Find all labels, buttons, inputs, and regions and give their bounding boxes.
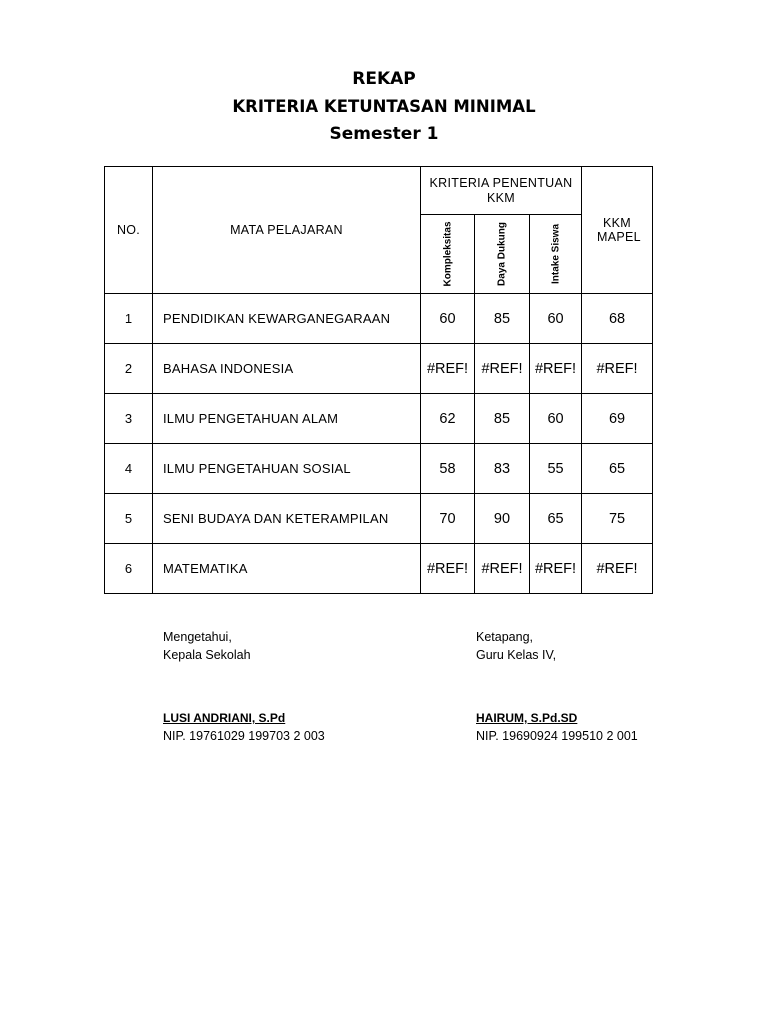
header-kkm-text: KKM MAPEL	[597, 216, 641, 244]
row-subject: MATEMATIKA	[153, 544, 421, 594]
row-number: 2	[105, 344, 153, 394]
row-number: 3	[105, 394, 153, 444]
table-row	[105, 294, 653, 344]
row-kompleksitas: 70	[421, 494, 475, 544]
row-daya-dukung: 85	[475, 394, 530, 444]
header-daya-dukung	[475, 215, 530, 294]
table-row	[105, 544, 653, 594]
table-row	[105, 344, 653, 394]
row-subject: PENDIDIKAN KEWARGANEGARAAN	[153, 294, 421, 344]
document-title: REKAP	[352, 69, 416, 89]
teacher-title: Guru Kelas IV,	[476, 648, 557, 662]
row-subject: SENI BUDAYA DAN KETERAMPILAN	[153, 494, 421, 544]
signature-name-right	[476, 709, 638, 745]
signature-name-left	[163, 709, 325, 745]
row-intake: 60	[530, 294, 582, 344]
row-kkm: #REF!	[582, 344, 653, 394]
row-intake: #REF!	[530, 544, 582, 594]
row-daya-dukung: #REF!	[475, 544, 530, 594]
header-daya-dukung-label: Daya Dukung	[496, 222, 508, 286]
document-subtitle: KRITERIA KETUNTASAN MINIMAL	[232, 97, 536, 116]
header-kompleksitas-label: Kompleksitas	[442, 221, 453, 287]
kkm-table	[104, 166, 653, 594]
row-subject: ILMU PENGETAHUAN SOSIAL	[153, 444, 421, 494]
row-daya-dukung: 83	[475, 444, 530, 494]
row-subject: ILMU PENGETAHUAN ALAM	[153, 394, 421, 444]
row-kompleksitas: 60	[421, 294, 475, 344]
row-number: 1	[105, 294, 153, 344]
row-number: 4	[105, 444, 153, 494]
row-intake: #REF!	[530, 344, 582, 394]
row-daya-dukung: 90	[475, 494, 530, 544]
row-number: 6	[105, 544, 153, 594]
teacher-nip: NIP. 19690924 199510 2 001	[476, 729, 638, 743]
row-kkm: #REF!	[582, 544, 653, 594]
row-intake: 55	[530, 444, 582, 494]
header-subject: MATA PELAJARAN	[153, 167, 421, 294]
principal-title: Kepala Sekolah	[163, 648, 251, 662]
principal-nip: NIP. 19761029 199703 2 003	[163, 729, 325, 743]
teacher-name: HAIRUM, S.Pd.SD	[476, 711, 578, 725]
header-intake-siswa-label: Intake Siswa	[550, 223, 561, 285]
row-daya-dukung: 85	[475, 294, 530, 344]
acknowledge-label: Mengetahui,	[163, 630, 232, 644]
header-no: NO.	[105, 167, 153, 294]
header-kkm	[582, 167, 653, 294]
principal-name: LUSI ANDRIANI, S.Pd	[163, 711, 286, 725]
signature-block-left	[163, 628, 251, 664]
row-kompleksitas: 62	[421, 394, 475, 444]
header-criteria-group	[421, 167, 582, 215]
signature-block-right	[476, 628, 556, 664]
table-row	[105, 494, 653, 544]
header-row	[105, 167, 653, 215]
row-kkm: 75	[582, 494, 653, 544]
table-row	[105, 394, 653, 444]
row-kompleksitas: #REF!	[421, 544, 475, 594]
row-daya-dukung: #REF!	[475, 344, 530, 394]
row-subject: BAHASA INDONESIA	[153, 344, 421, 394]
semester-label: Semester 1	[329, 124, 439, 144]
row-number: 5	[105, 494, 153, 544]
header-kompleksitas	[421, 215, 475, 294]
row-kompleksitas: 58	[421, 444, 475, 494]
row-intake: 65	[530, 494, 582, 544]
header-intake-siswa	[530, 215, 582, 294]
row-kkm: 68	[582, 294, 653, 344]
row-kkm: 69	[582, 394, 653, 444]
header-criteria-group-text: KRITERIA PENENTUAN KKM	[429, 175, 573, 205]
table-row	[105, 444, 653, 494]
row-kompleksitas: #REF!	[421, 344, 475, 394]
row-kkm: 65	[582, 444, 653, 494]
place-label: Ketapang,	[476, 630, 533, 644]
row-intake: 60	[530, 394, 582, 444]
